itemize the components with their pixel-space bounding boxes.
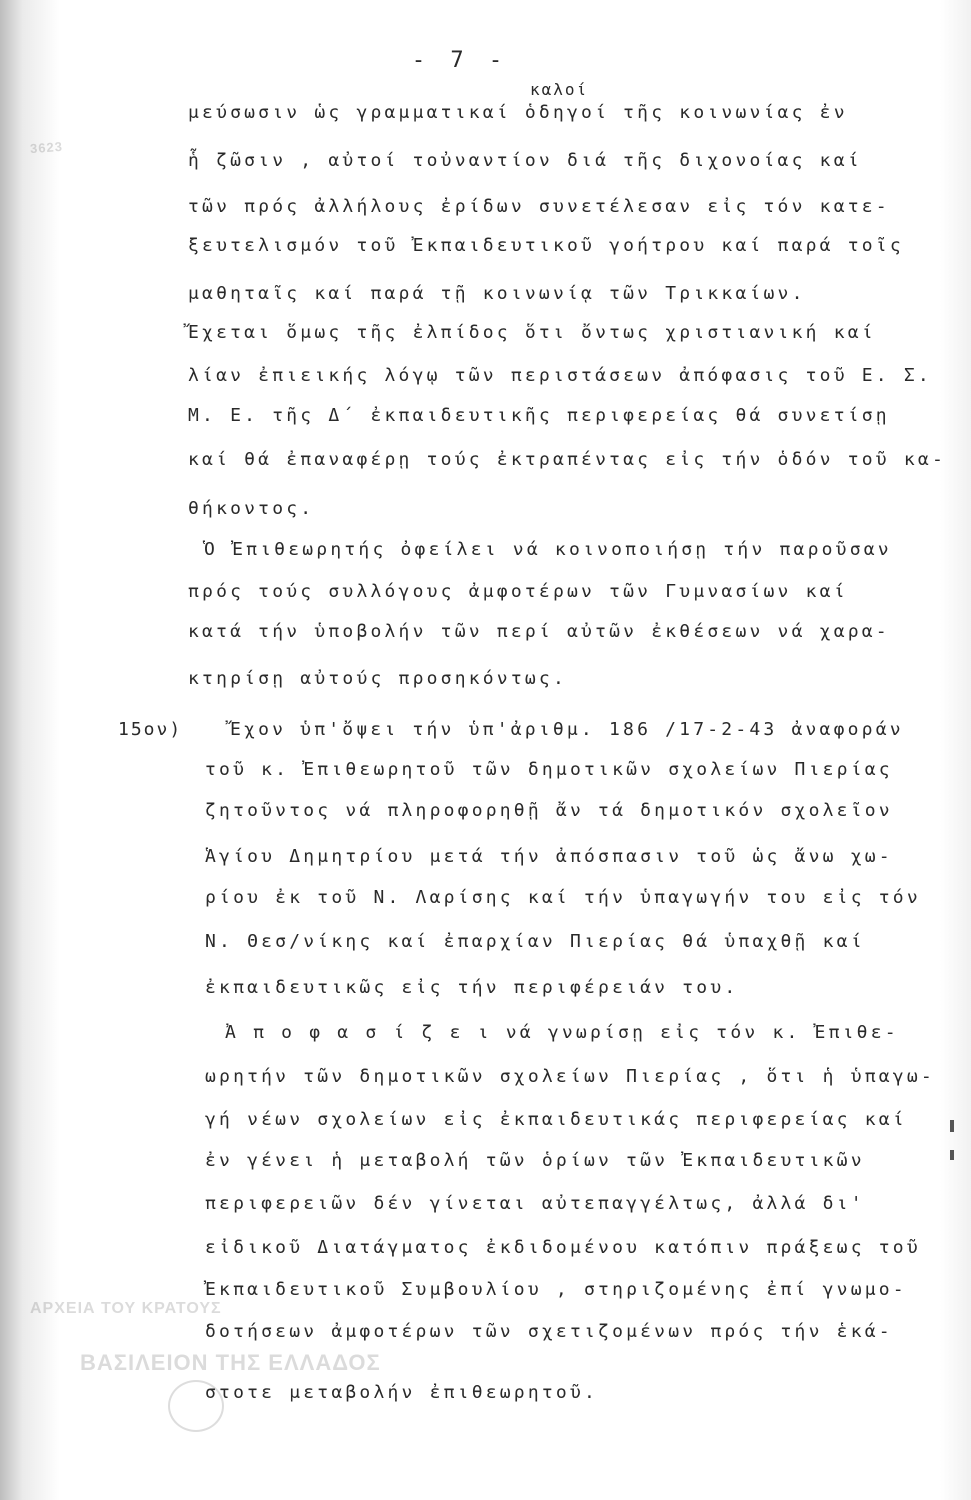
interlinear-insert: καλοί xyxy=(530,80,589,99)
text-line: τοῦ κ. Ἐπιθεωρητοῦ τῶν δημοτικῶν σχολείων Πιερίας xyxy=(205,759,893,780)
text-line: Ν. Θεσ/νίκης καί ἐπαρχίαν Πιερίας θά ὑπαχθῇ καί xyxy=(205,931,865,952)
text-line: Ἔχον ὑπ'ὄψει τήν ὑπ'ἀριθμ. 186 /17-2-43 ἀναφοράν xyxy=(230,719,904,740)
text-line: θήκοντος. xyxy=(188,498,315,519)
text-line: ωρητήν τῶν δημοτικῶν σχολείων Πιερίας , ὅτι ἡ ὑπαγω- xyxy=(205,1066,935,1087)
text-line: εἰδικοῦ Διατάγματος ἐκδιδομένου κατόπιν πράξεως τοῦ xyxy=(205,1237,921,1258)
text-line: ἐκπαιδευτικῶς εἰς τήν περιφέρειάν του. xyxy=(205,977,739,998)
text-line: λίαν ἐπιεικής λόγῳ τῶν περιστάσεων ἀπόφασις τοῦ Ε. Σ. xyxy=(188,365,932,386)
right-edge-mark xyxy=(950,1120,954,1132)
text-line: ἧ ζῶσιν , αὐτοί τοὐναντίον διά τῆς διχονοίας καί xyxy=(188,150,862,171)
bleed-through-margin-note: 3623 xyxy=(29,138,64,157)
page-number: - 7 - xyxy=(411,48,509,73)
text-line: κτηρίσῃ αὐτούς προσηκόντως. xyxy=(188,668,567,689)
text-line: Μ. Ε. τῆς Δ΄ ἐκπαιδευτικῆς περιφερείας θά συνετίσῃ xyxy=(188,405,890,426)
text-line: ρίου ἐκ τοῦ Ν. Λαρίσης καί τήν ὑπαγωγήν του εἰς τόν xyxy=(205,887,921,908)
text-line: γή νέων σχολείων εἰς ἐκπαιδευτικάς περιφερείας καί xyxy=(205,1109,907,1130)
text-line: στοτε μεταβολήν ἐπιθεωρητοῦ. xyxy=(205,1382,599,1403)
bleed-through-stamp-2: ΑΡΧΕΙΑ ΤΟΥ ΚΡΑΤΟΥΣ xyxy=(30,1300,222,1317)
text-line: Ἁγίου Δημητρίου μετά τήν ἀπόσπασιν τοῦ ὡς ἄνω χω- xyxy=(205,846,893,867)
text-line: πρός τούς συλλόγους ἀμφοτέρων τῶν Γυμνασίων καί xyxy=(188,581,848,602)
text-line: Ἀ π ο φ α σ ί ζ ε ι νά γνωρίσῃ εἰς τόν κ. Ἐπιθε- xyxy=(225,1022,899,1043)
text-line: μεύσωσιν ὡς γραμματικαί ὁδηγοί τῆς κοινωνίας ἐν xyxy=(188,102,848,123)
text-line: ξευτελισμόν τοῦ Ἐκπαιδευτικοῦ γοήτρου καί παρά τοῖς xyxy=(188,235,904,256)
text-line: Ὁ Ἐπιθεωρητής ὀφείλει νά κοινοποιήσῃ τήν παροῦσαν xyxy=(204,539,892,560)
entry-label: 15ον) xyxy=(118,719,183,740)
text-line: ἐν γένει ἡ μεταβολή τῶν ὁρίων τῶν Ἐκπαιδευτικῶν xyxy=(205,1150,865,1171)
bleed-through-stamp-1: ΒΑΣΙΛΕΙΟΝ ΤΗΣ ΕΛΛΑΔΟΣ xyxy=(80,1350,381,1375)
text-line: περιφερειῶν δέν γίνεται αὐτεπαγγέλτως, ἀλλά δι' xyxy=(205,1193,865,1214)
text-line: μαθηταῖς καί παρά τῇ κοινωνίᾳ τῶν Τρικκαίων. xyxy=(188,283,806,304)
text-line: κατά τήν ὑποβολήν τῶν περί αὐτῶν ἐκθέσεων νά χαρα- xyxy=(188,621,890,642)
right-edge-mark xyxy=(950,1150,954,1160)
text-line: ζητοῦντος νά πληροφορηθῇ ἄν τά δημοτικόν σχολεῖον xyxy=(205,800,893,821)
binding-shadow xyxy=(0,0,22,1500)
text-line: καί θά ἐπαναφέρῃ τούς ἐκτραπέντας εἰς τήν ὁδόν τοῦ κα- xyxy=(188,449,946,470)
text-line: Ἐκπαιδευτικοῦ Συμβουλίου , στηριζομένης ἐπί γνωμο- xyxy=(205,1279,907,1300)
text-line: Ἔχεται ὅμως τῆς ἐλπίδος ὅτι ὄντως χριστιανική καί xyxy=(188,322,876,343)
text-line: τῶν πρός ἀλλήλους ἐρίδων συνετέλεσαν εἰς τόν κατε- xyxy=(188,196,890,217)
text-line: δοτήσεων ἀμφοτέρων τῶν σχετιζομένων πρός τήν ἑκά- xyxy=(205,1321,893,1342)
